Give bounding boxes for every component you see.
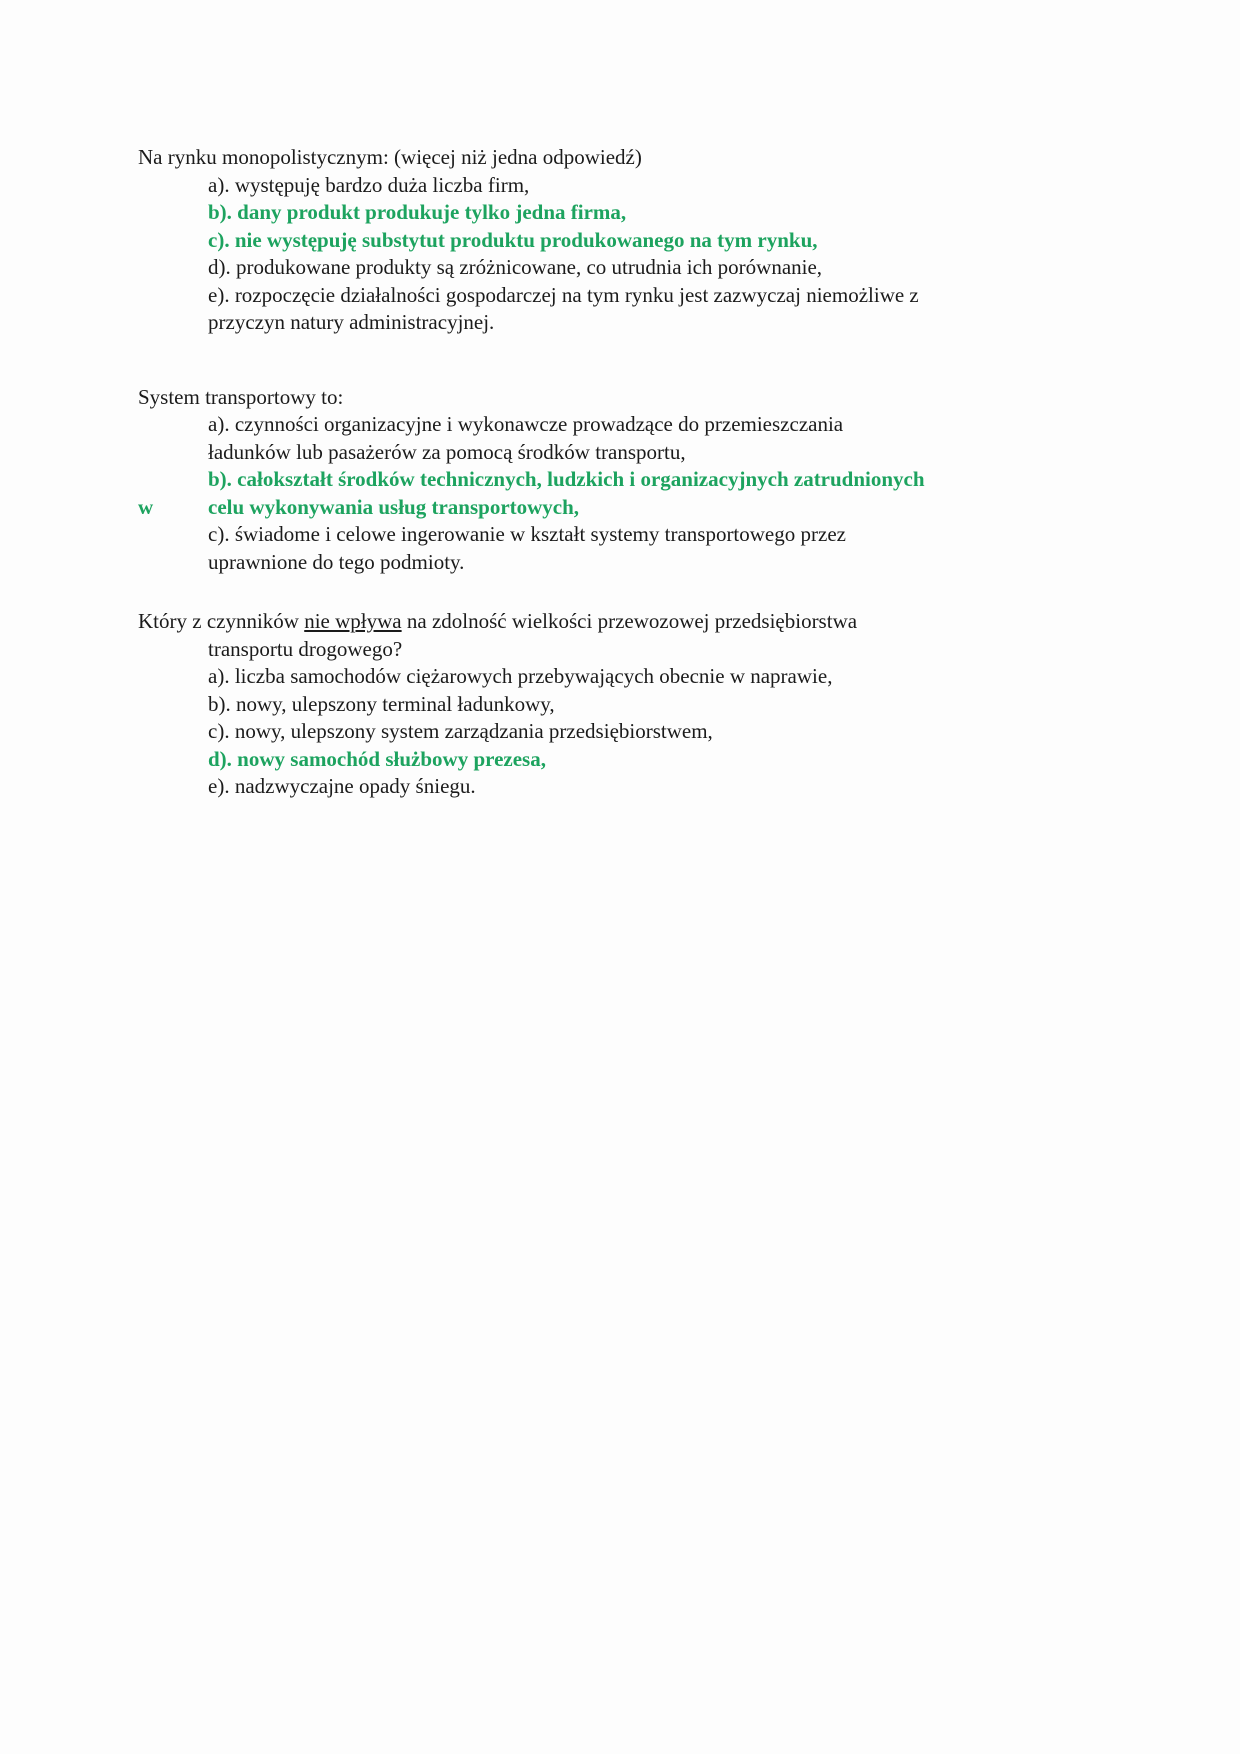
answer-text: a). czynności organizacyjne i wykonawcze prowadzące do przemieszczania xyxy=(208,412,844,436)
answer-continuation xyxy=(138,439,1180,467)
answer-text: a). występuję bardzo duża liczba firm, xyxy=(208,172,530,197)
question-block xyxy=(138,144,1180,337)
question-text-segment: transportu drogowego? xyxy=(208,636,403,661)
question-text xyxy=(138,384,1180,412)
question-block xyxy=(138,384,1180,577)
answer-text: b). nowy, ulepszony terminal ładunkowy, xyxy=(208,691,555,716)
question-text-segment: na zdolność wielkości przewozowej przedsiębiorstwa xyxy=(401,609,858,633)
answer-text: b). całokształt środków technicznych, ludzkich i organizacyjnych zatrudnionych xyxy=(208,467,925,491)
answer-option xyxy=(138,773,1180,801)
answer-option xyxy=(138,282,1180,310)
question-text-segment: System transportowy to: xyxy=(138,384,344,409)
answer-text: ładunków lub pasażerów za pomocą środków transportu, xyxy=(208,439,686,464)
question-text-segment: Który z czynników xyxy=(138,609,305,633)
question-block xyxy=(138,608,1180,801)
answer-continuation xyxy=(138,549,1180,577)
answer-text: celu wykonywania usług transportowych, xyxy=(208,494,580,519)
answer-text: e). rozpoczęcie działalności gospodarczej na tym rynku jest zazwyczaj niemożliwe z xyxy=(208,282,919,307)
hanging-word: w xyxy=(138,494,154,519)
answer-text: c). nowy, ulepszony system zarządzania przedsiębiorstwem, xyxy=(208,719,713,743)
question-text-segment: Na rynku monopolistycznym: (więcej niż jedna odpowiedź) xyxy=(138,145,642,169)
answer-option-correct xyxy=(138,199,1180,227)
answer-option xyxy=(138,521,1180,549)
answer-text: c). świadome i celowe ingerowanie w kształt systemy transportowego przez xyxy=(208,522,846,546)
answer-option xyxy=(138,411,1180,439)
question-text-continuation xyxy=(138,636,1180,664)
answer-text: c). nie występuję substytut produktu produkowanego na tym rynku, xyxy=(208,227,818,252)
question-text-underlined: nie wpływa xyxy=(304,609,402,633)
answer-text: d). produkowane produkty są zróżnicowane, co utrudnia ich porównanie, xyxy=(208,255,823,279)
answer-option xyxy=(138,718,1180,746)
answer-option-correct xyxy=(138,227,1180,255)
answer-option xyxy=(138,663,1180,691)
answer-text: d). nowy samochód służbowy prezesa, xyxy=(208,746,546,771)
answer-option-correct xyxy=(138,746,1180,774)
question-text xyxy=(138,144,1180,172)
answer-text: uprawnione do tego podmioty. xyxy=(208,549,465,574)
answer-text: e). nadzwyczajne opady śniegu. xyxy=(208,774,476,798)
answer-option-correct xyxy=(138,466,1180,494)
answer-text: a). liczba samochodów ciężarowych przebywających obecnie w naprawie, xyxy=(208,664,833,688)
answer-option xyxy=(138,254,1180,282)
answer-option xyxy=(138,691,1180,719)
answer-continuation-hanging xyxy=(138,494,1180,522)
question-text xyxy=(138,608,1180,636)
answer-text: b). dany produkt produkuje tylko jedna firma, xyxy=(208,200,627,224)
answer-text: przyczyn natury administracyjnej. xyxy=(208,310,495,334)
answer-continuation xyxy=(138,309,1180,337)
answer-option xyxy=(138,172,1180,200)
